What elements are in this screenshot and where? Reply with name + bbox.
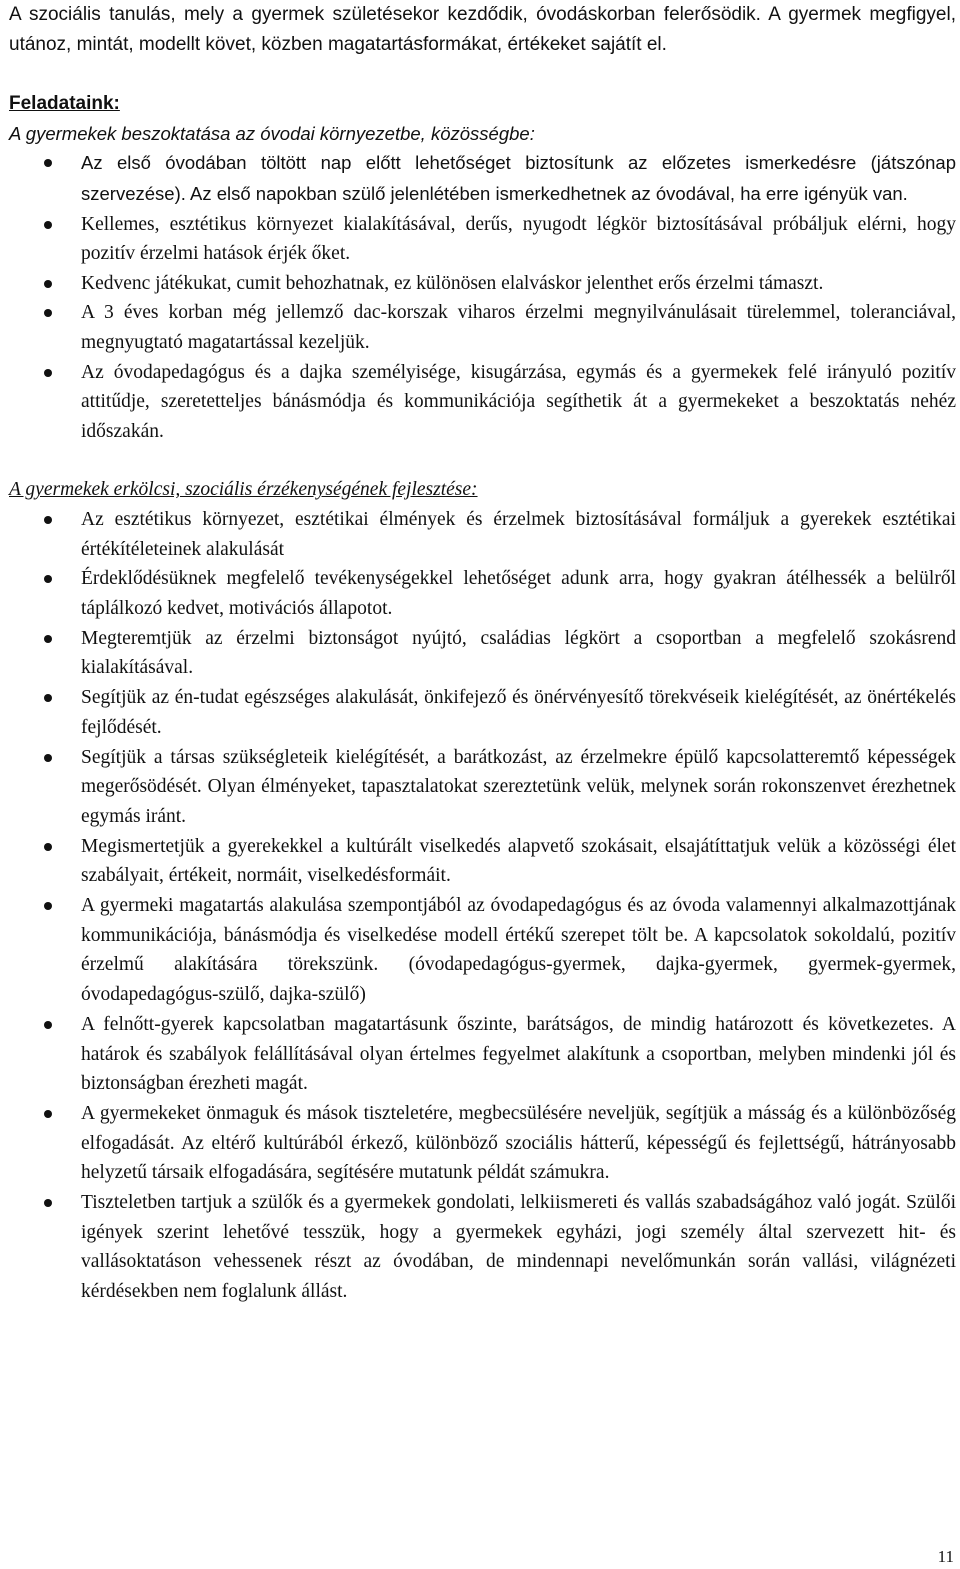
list-item: Kedvenc játékukat, cumit behozhatnak, ez különösen elalváskor jelenthet erős érzelmi támaszt.	[9, 269, 956, 299]
adjustment-list	[9, 148, 956, 446]
bullet-icon	[44, 902, 52, 910]
bullet-icon	[44, 635, 52, 643]
page-number: 11	[937, 1547, 954, 1566]
list-item: Érdeklődésüknek megfelelő tevékenységekkel lehetőséget adunk arra, hogy gyakran átélhessék a belülről táplálkozó kedvet, motivációs állapotot.	[9, 564, 956, 623]
bullet-icon	[44, 516, 52, 524]
bullet-icon	[44, 575, 52, 583]
social-development-list	[9, 505, 956, 1307]
bullet-icon	[44, 1199, 52, 1207]
document-page	[9, 0, 956, 1307]
list-item: Az óvodapedagógus és a dajka személyisége, kisugárzása, egymás és a gyermekek felé irányuló pozitív attitűdje, szeretetteljes bánásmódja és kommunikációja segíthetik át a gyermekeket a beszoktatás nehéz időszakán.	[9, 358, 956, 447]
bullet-icon	[44, 369, 52, 377]
section-title: Feladataink:	[9, 93, 120, 115]
bullet-icon	[44, 159, 52, 167]
bullet-icon	[44, 694, 52, 702]
list-item: Az első óvodában töltött nap előtt lehetőséget biztosítunk az előzetes ismerkedésre (játszónap szervezése). Az első napokban szülő jelenlétében ismerkedhetnek az óvodával, ha erre igényük van.	[9, 148, 956, 209]
bullet-icon	[44, 1110, 52, 1118]
bullet-icon	[44, 843, 52, 851]
bullet-icon	[44, 309, 52, 317]
list-item: Megteremtjük az érzelmi biztonságot nyújtó, családias légkört a csoportban a megfelelő szokásrend kialakításával.	[9, 624, 956, 683]
bullet-icon	[44, 221, 52, 229]
list-item: A gyermeki magatartás alakulása szempontjából az óvodapedagógus és az óvoda valamennyi alkalmazottjának kommunikációja, bánásmódja és viselkedése modell értékű szerepet tölt be. A kapcsolatok sokoldalú, pozitív érzelmű alakítására törekszünk. (óvodapedagógus-gyermek, dajka-gyermek, gyermek-gyermek, óvodapedagógus-szülő, dajka-szülő)	[9, 891, 956, 1010]
bullet-icon	[44, 754, 52, 762]
list-item: Segítjük a társas szükségleteik kielégítését, a barátkozást, az érzelmekre épülő kapcsolatteremtő képességek megerősödését. Olyan élményeket, tapasztalatokat szereztetünk velük, melynek során rokonszenvet érezhetnek egymás iránt.	[9, 743, 956, 832]
list-item: Segítjük az én-tudat egészséges alakulását, önkifejező és önérvényesítő törekvéseik kielégítését, az önértékelés fejlődését.	[9, 683, 956, 742]
list-item: A 3 éves korban még jellemző dac-korszak viharos érzelmi megnyilvánulásait türelemmel, toleranciával, megnyugtató magatartással kezeljük.	[9, 298, 956, 357]
list-item: A gyermekeket önmaguk és mások tiszteletére, megbecsülésére neveljük, segítjük a másság és a különbözőség elfogadását. Az eltérő kultúrából érkező, különböző szociális hátterű, képességű és fejlettségű, hátrányosabb helyzetű társaik elfogadására, segítésére mutatunk példát számukra.	[9, 1099, 956, 1188]
list-item: Az esztétikus környezet, esztétikai élmények és érzelmek biztosításával formáljuk a gyerekek esztétikai értékítéleteinek alakulását	[9, 505, 956, 564]
bullet-icon	[44, 1021, 52, 1029]
list-item: Tiszteletben tartjuk a szülők és a gyermekek gondolati, lelkiismereti és vallás szabadságához való jogát. Szülői igények szerint lehetővé tesszük, hogy a gyermekek egyházi, jogi személy által szervezett hit- és vallásoktatáson vehessenek részt az óvodában, de mindennapi nevelőmunkán során vallási, világnézeti kérdésekben nem foglalunk állást.	[9, 1188, 956, 1307]
list-item: Megismertetjük a gyerekekkel a kultúrált viselkedés alapvető szokásait, elsajátíttatjuk velük a közösségi élet szabályait, értékeit, normáit, viselkedésformáit.	[9, 832, 956, 891]
intro-paragraph: A szociális tanulás, mely a gyermek születésekor kezdődik, óvodáskorban felerősödik. A gyermek megfigyel, utánoz, mintát, modellt követ, közben magatartásformákat, értékeket sajátít el.	[9, 4, 956, 55]
list-item: A felnőtt-gyerek kapcsolatban magatartásunk őszinte, barátságos, de mindig határozott és következetes. A határok és szabályok felállításával olyan értelmes fegyelmet alakítunk a csoportban, melyben mindenki jól és biztonságban érezheti magát.	[9, 1010, 956, 1099]
section-subtitle-adjustment: A gyermekek beszoktatása az óvodai környezetbe, közösségbe:	[9, 122, 535, 144]
list-item: Kellemes, esztétikus környezet kialakításával, derűs, nyugodt légkör biztosításával próbáljuk elérni, hogy pozitív érzelmi hatások érjék őket.	[9, 210, 956, 269]
section-subtitle-social: A gyermekek erkölcsi, szociális érzékenységének fejlesztése:	[9, 479, 478, 501]
bullet-icon	[44, 280, 52, 288]
